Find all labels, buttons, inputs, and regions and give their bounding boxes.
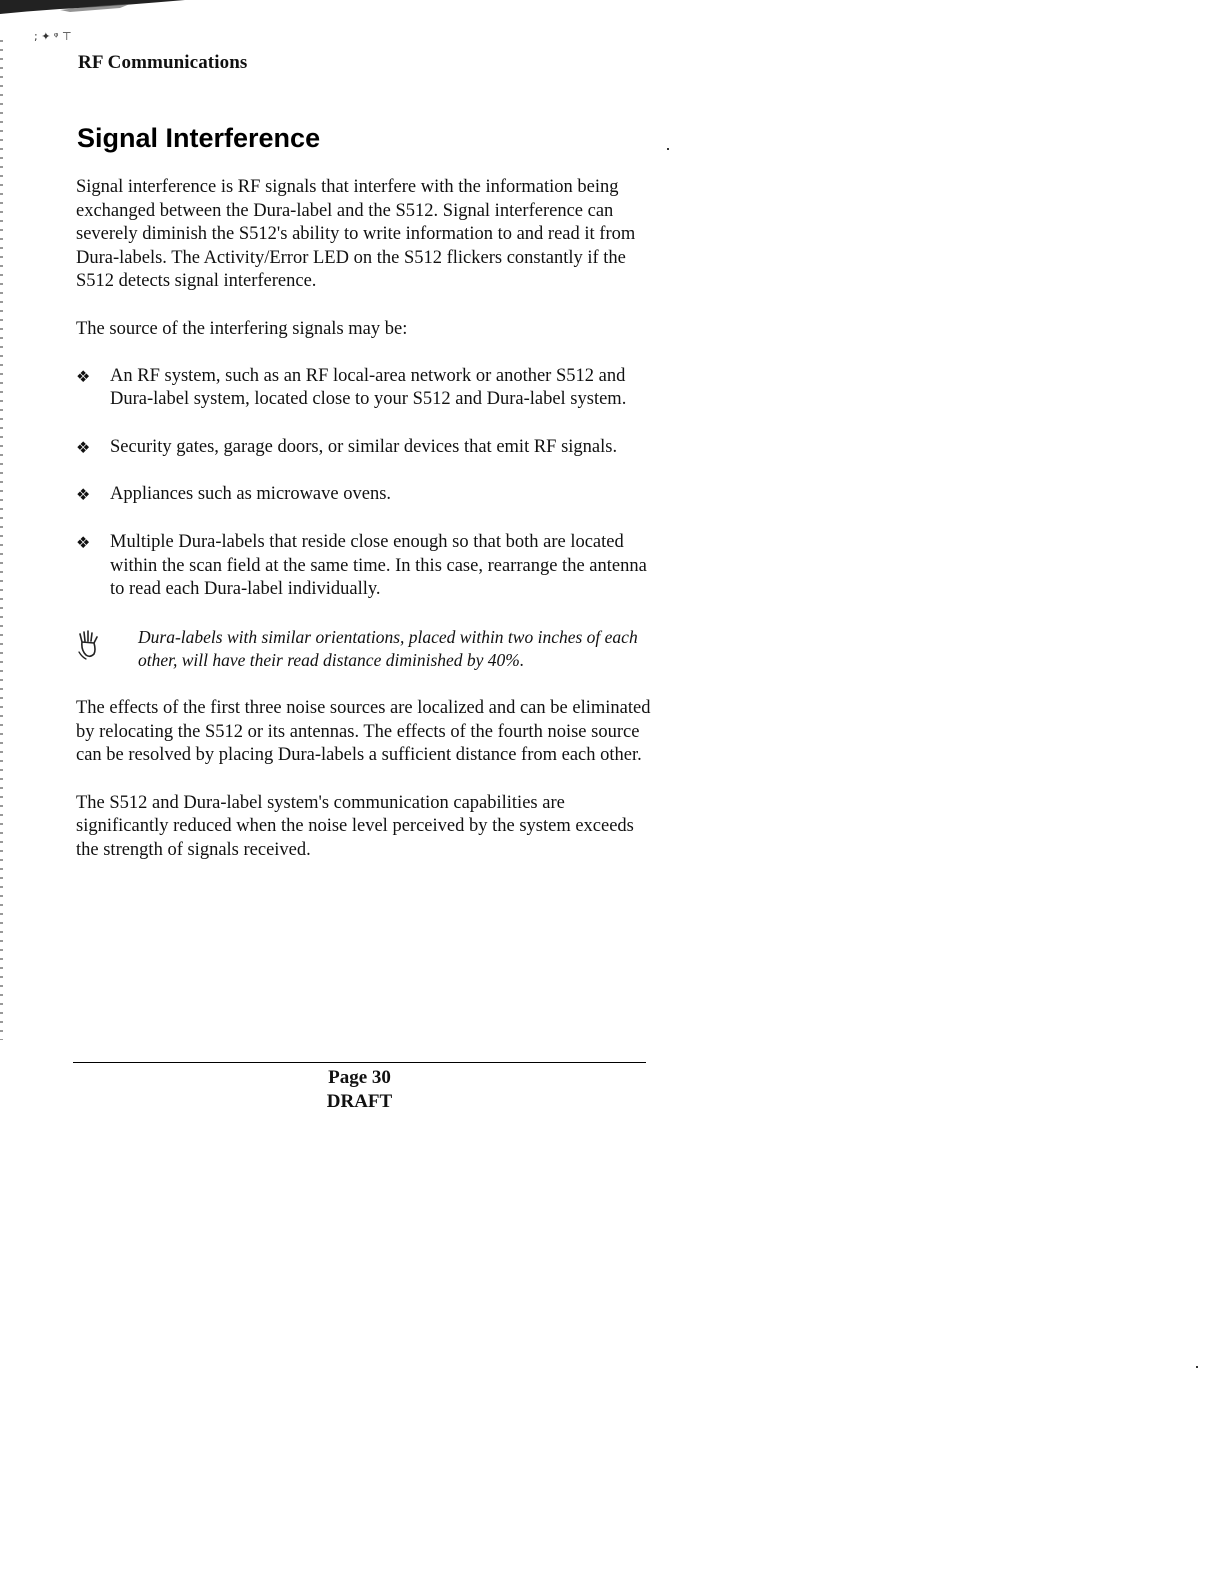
diamond-bullet-icon: ❖	[76, 366, 91, 386]
scan-artifact	[0, 0, 200, 50]
page-number: Page 30	[328, 1067, 391, 1088]
scan-edge-marks	[0, 40, 3, 1040]
source-lead-paragraph: The source of the interfering signals may be:	[76, 318, 408, 339]
list-item	[76, 531, 651, 602]
document-body	[76, 176, 651, 862]
diamond-bullet-icon: ❖	[76, 532, 91, 552]
page-footer	[73, 1066, 646, 1114]
footer-rule	[73, 1062, 646, 1063]
list-item-text: An RF system, such as an RF local-area network or another S512 and Dura-label system, located close to your S512 and Dura-label system.	[110, 365, 627, 410]
svg-text:; ✦ ᵠ ⊤: ; ✦ ᵠ ⊤	[34, 30, 72, 43]
section-title: Signal Interference	[77, 123, 321, 153]
intro-paragraph: Signal interference is RF signals that interfere with the information being exchanged between the Dura-label and the S512. Signal interference can severely diminish the S512's ability to write information to and read it from Dura-labels. The Activity/Error LED on the S512 flickers constantly if the S512 detects signal interference.	[76, 177, 636, 292]
capabilities-paragraph: The S512 and Dura-label system's communication capabilities are significantly reduced when the noise level perceived by the system exceeds the strength of signals received.	[76, 792, 634, 860]
scan-speck	[667, 148, 669, 150]
list-item	[76, 365, 651, 412]
list-item	[76, 436, 651, 460]
note-text: Dura-labels with similar orientations, placed within two inches of each other, will have their read distance diminished by 40%.	[138, 626, 638, 671]
list-item-text: Multiple Dura-labels that reside close enough so that both are located within the scan field at the same time. In this case, rearrange the antenna to read each Dura-label individually.	[110, 531, 647, 600]
interference-source-list	[76, 365, 651, 602]
draft-label: DRAFT	[326, 1091, 393, 1112]
list-item	[76, 483, 651, 507]
hand-icon	[76, 630, 102, 660]
effects-paragraph: The effects of the first three noise sources are localized and can be eliminated by relocating the S512 or its antennas. The effects of the fourth noise source can be resolved by placing Dura-labels a sufficient distance from each other.	[76, 697, 651, 766]
diamond-bullet-icon: ❖	[76, 437, 91, 457]
diamond-bullet-icon: ❖	[76, 485, 91, 505]
scan-speck	[1196, 1366, 1198, 1368]
list-item-text: Security gates, garage doors, or similar devices that emit RF signals.	[110, 436, 618, 457]
note-callout	[76, 626, 651, 673]
running-header: RF Communications	[78, 52, 248, 73]
list-item-text: Appliances such as microwave ovens.	[110, 484, 392, 505]
